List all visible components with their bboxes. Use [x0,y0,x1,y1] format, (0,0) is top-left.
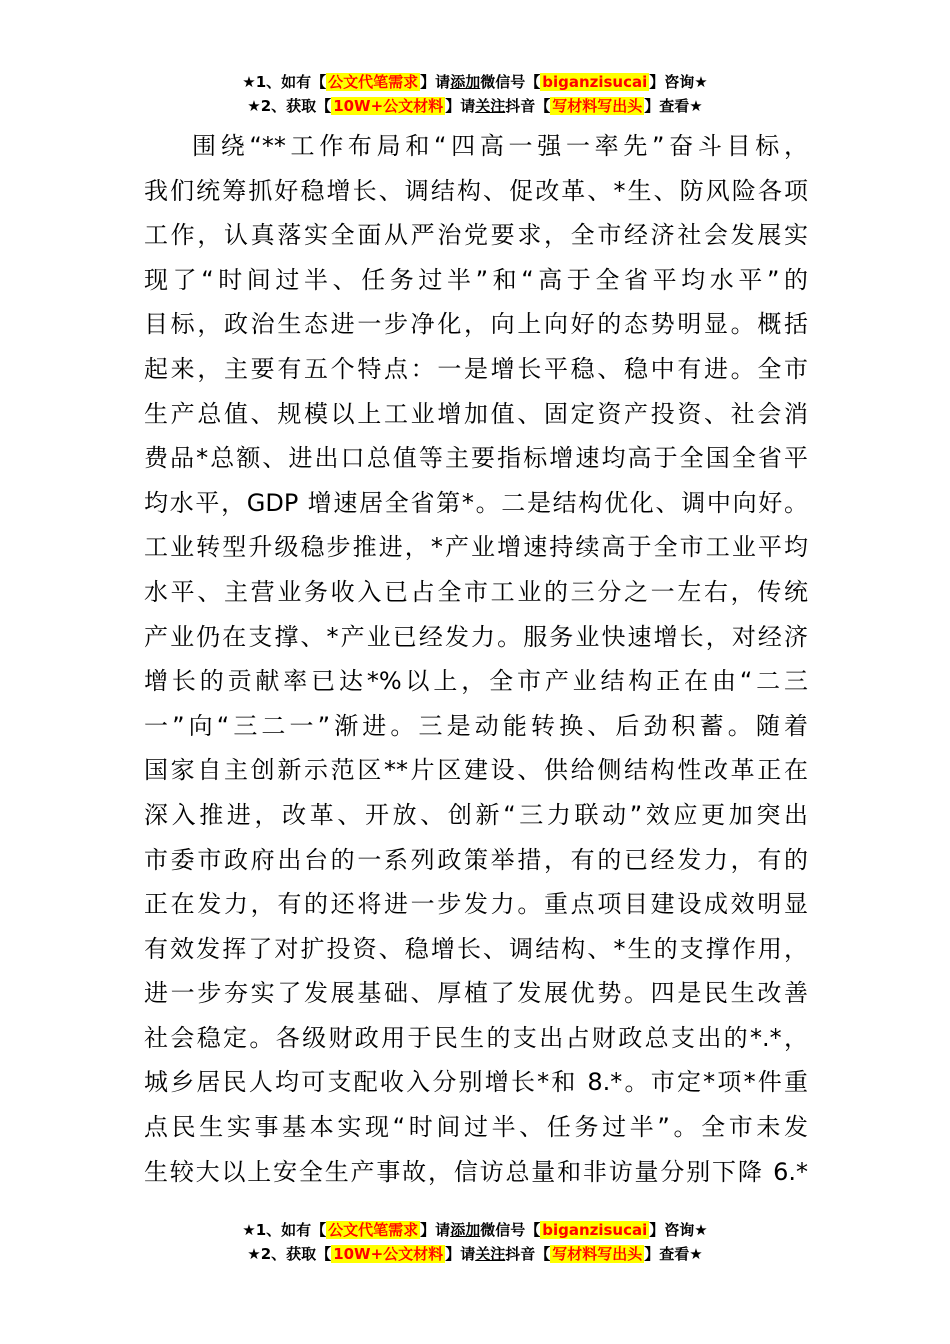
footer-promo [0,1218,950,1266]
promo-underlined: 添加 [450,73,481,91]
promo-highlight: biganzisucai [542,73,648,91]
promo-highlight: 10W+公文材料 [333,1245,444,1263]
promo-text: 抖音【 [505,1245,551,1263]
promo-text: 】查看★ [644,1245,703,1263]
promo-line-2 [0,1242,950,1266]
body-line: 进一步夯实了发展基础、厚植了发展优势。四是民生改善 [144,979,808,1008]
promo-highlight: biganzisucai [542,1221,648,1239]
promo-text: 微信号【 [480,1221,541,1239]
body-line: 社会稳定。各级财政用于民生的支出占财政总支出的*.*， [144,1023,808,1052]
body-line: 点民生实事基本实现“时间过半、任务过半”。全市未发 [144,1113,808,1142]
promo-line-1 [0,1218,950,1242]
promo-text: ★2、获取【 [247,1245,332,1263]
promo-text: ★1、如有【 [242,73,327,91]
promo-underlined: 关注 [475,97,506,115]
promo-line-1 [0,70,950,94]
body-line: 产业仍在支撑、*产业已经发力。服务业快速增长，对经济 [144,622,808,651]
promo-highlight: 公文代笔需求 [328,73,419,91]
promo-text: 】请 [445,97,476,115]
promo-text: ★1、如有【 [242,1221,327,1239]
body-line: 现了“时间过半、任务过半”和“高于全省平均水平”的 [144,265,808,294]
header-promo [0,70,950,118]
body-line: 城乡居民人均可支配收入分别增长*和 8.*。市定*项*件重 [144,1068,808,1097]
body-line: 工作，认真落实全面从严治党要求，全市经济社会发展实 [144,221,808,250]
promo-text: 】咨询★ [649,73,708,91]
body-line: 生较大以上安全生产事故，信访总量和非访量分别下降 6.* [144,1157,808,1186]
promo-text: ★2、获取【 [247,97,332,115]
promo-text: 微信号【 [480,73,541,91]
body-line: 水平、主营业务收入已占全市工业的三分之一左右，传统 [144,577,808,606]
body-line: 费品*总额、进出口总值等主要指标增速均高于全国全省平 [144,444,808,473]
body-line: 国家自主创新示范区**片区建设、供给侧结构性改革正在 [144,756,808,785]
promo-text: 】查看★ [644,97,703,115]
promo-text: 】请 [420,1221,451,1239]
promo-underlined: 关注 [475,1245,506,1263]
body-line: 有效发挥了对扩投资、稳增长、调结构、*生的支撑作用， [144,934,808,963]
body-line: 增长的贡献率已达*%以上，全市产业结构正在由“二三 [144,667,808,696]
promo-text: 】咨询★ [649,1221,708,1239]
body-paragraph [144,124,808,1194]
body-line: 目标，政治生态进一步净化，向上向好的态势明显。概括 [144,310,808,339]
promo-highlight: 公文代笔需求 [328,1221,419,1239]
promo-highlight: 写材料写出头 [552,1245,643,1263]
body-line: 围绕“**工作布局和“四高一强一率先”奋斗目标， [192,132,808,160]
body-line: 深入推进，改革、开放、创新“三力联动”效应更加突出 [144,800,808,829]
promo-text: 抖音【 [505,97,551,115]
promo-line-2 [0,94,950,118]
body-line: 工业转型升级稳步推进，*产业增速持续高于全市工业平均 [144,533,808,562]
body-line: 均水平，GDP 增速居全省第*。二是结构优化、调中向好。 [144,488,808,517]
body-line: 市委市政府出台的一系列政策举措，有的已经发力，有的 [144,845,808,874]
promo-underlined: 添加 [450,1221,481,1239]
body-line: 起来，主要有五个特点：一是增长平稳、稳中有进。全市 [144,354,808,383]
promo-highlight: 写材料写出头 [552,97,643,115]
body-line: 生产总值、规模以上工业增加值、固定资产投资、社会消 [144,399,808,428]
promo-text: 】请 [445,1245,476,1263]
body-line: 一”向“三二一”渐进。三是动能转换、后劲积蓄。随着 [144,711,808,740]
body-line: 我们统筹抓好稳增长、调结构、促改革、*生、防风险各项 [144,176,808,205]
body-line: 正在发力，有的还将进一步发力。重点项目建设成效明显 [144,890,808,919]
promo-highlight: 10W+公文材料 [333,97,444,115]
promo-text: 】请 [420,73,451,91]
